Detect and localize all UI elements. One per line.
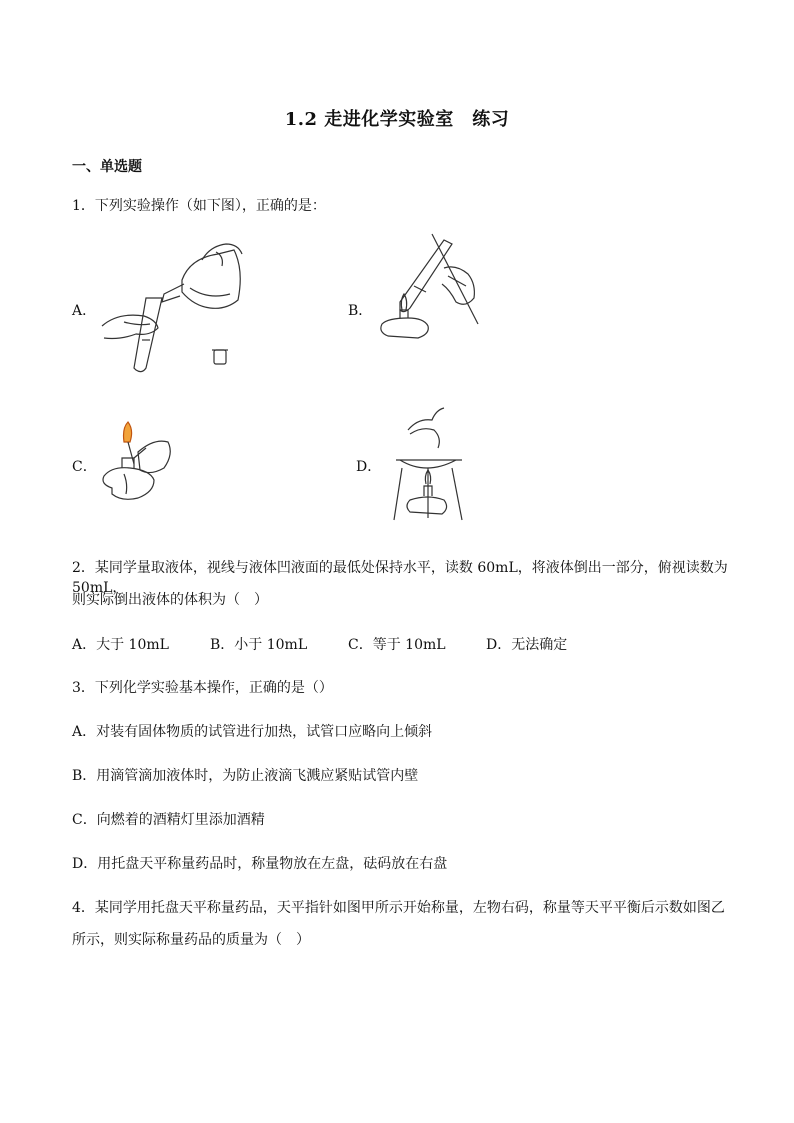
figure-a-pouring-illustration (98, 240, 258, 372)
question-4-stem-line1: 4．某同学用托盘天平称量药品，天平指针如图甲所示开始称量，左物右码，称量等天平平衡后示数如图乙 (72, 900, 725, 916)
q1-label-b: B． (348, 303, 373, 319)
q3-option-b: B．用滴管滴加液体时，为防止液滴飞溅应紧贴试管内壁 (72, 768, 419, 784)
question-1-stem: 1．下列实验操作（如下图），正确的是： (72, 198, 326, 214)
q2-option-a: A．大于 10mL (72, 637, 169, 653)
question-3-stem: 3．下列化学实验基本操作，正确的是（） (72, 680, 333, 696)
page-title: 1.2 走进化学实验室 练习 (284, 109, 510, 130)
question-2-stem-line1: 2．某同学量取液体，视线与液体凹液面的最低处保持水平，读数 60mL，将液体倒出一部分，俯视读数为 50mL， (72, 560, 728, 596)
q1-label-a: A． (72, 303, 97, 319)
q2-option-b: B．小于 10mL (210, 637, 308, 653)
q3-option-c: C．向燃着的酒精灯里添加酒精 (72, 812, 265, 828)
figure-c-lamp-lighting-illustration (94, 418, 194, 510)
question-4-stem-line2: 所示，则实际称量药品的质量为（ ） (72, 932, 310, 948)
q3-option-d: D．用托盘天平称量药品时，称量物放在左盘，砝码放在右盘 (72, 856, 448, 872)
q2-option-c: C．等于 10mL (348, 637, 446, 653)
figure-b-heating-illustration (370, 228, 490, 354)
figure-d-evaporating-dish-illustration (386, 408, 470, 524)
q1-label-c: C． (72, 459, 97, 475)
q1-label-d: D． (356, 459, 382, 475)
question-2-options (72, 634, 624, 654)
q3-option-a: A．对装有固体物质的试管进行加热，试管口应略向上倾斜 (72, 724, 433, 740)
q2-option-d: D．无法确定 (486, 637, 568, 653)
question-2-stem-line2: 则实际倒出液体的体积为（ ） (72, 592, 268, 608)
section-heading: 一、单选题 (72, 159, 142, 175)
